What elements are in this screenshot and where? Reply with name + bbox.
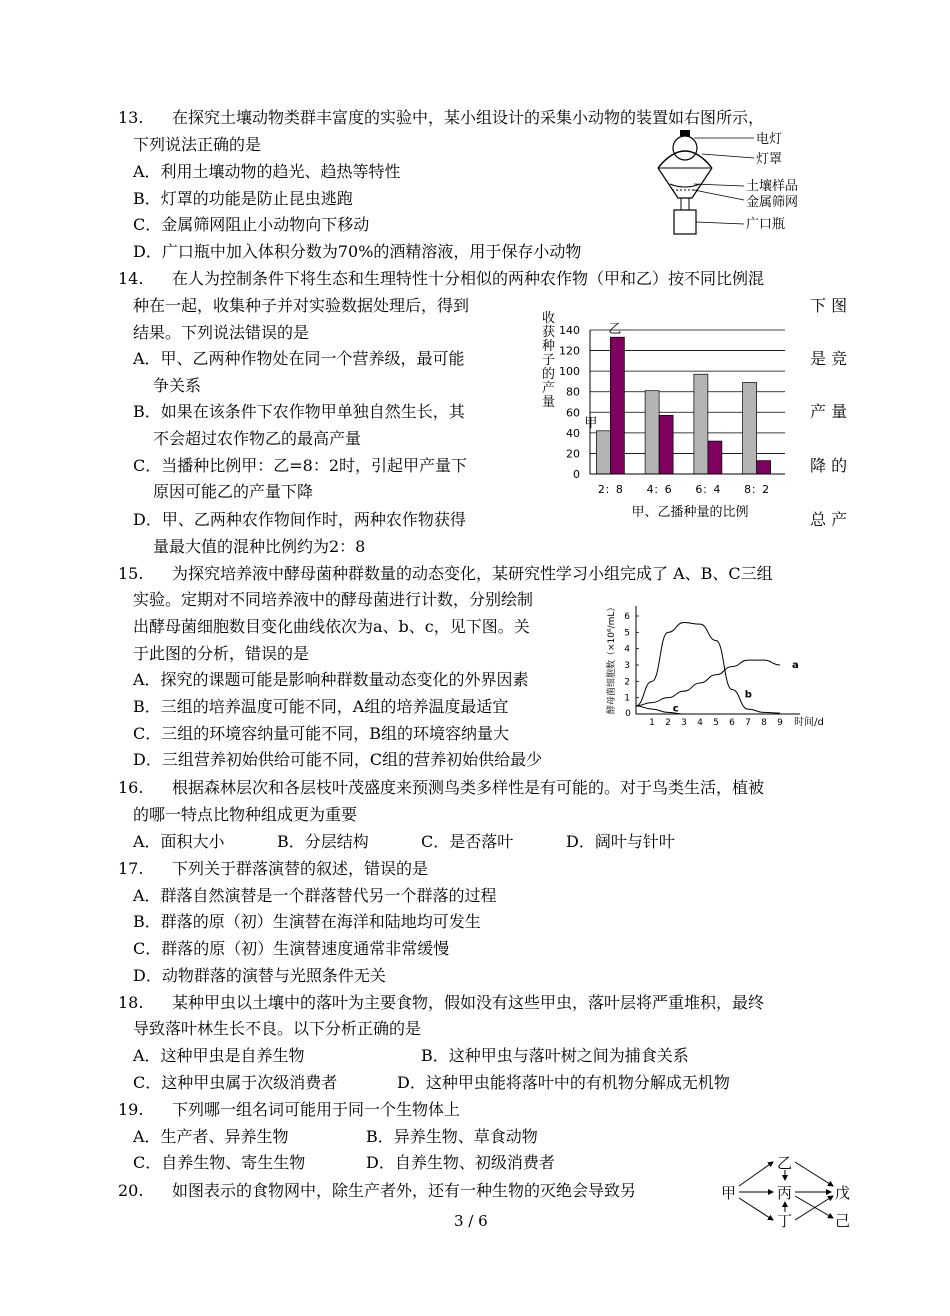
q14-option-b: B．如果在该条件下农作物甲单独自然生长，其: [133, 402, 465, 421]
bar-ylabel-char: 种: [542, 339, 556, 354]
q13-stem-line2: 下列说法正确的是: [133, 135, 262, 154]
q15-stem: 15. 为探究培养液中酵母菌种群数量的动态变化，某研究性学习小组完成了 A、B、C三组: [118, 564, 773, 583]
q14-option-d-right: 总 产: [810, 510, 848, 529]
line-ytick-label: 2: [624, 677, 630, 688]
food-web-ding: 丁: [777, 1212, 793, 1230]
q16-stem-line2: 的哪一特点比物种组成更为重要: [133, 805, 358, 824]
q14-option-c: C．当播种比例甲：乙=8：2时，引起甲产量下: [133, 456, 468, 475]
bar-ytick-label: 60: [566, 406, 580, 420]
lamp-cap: [680, 130, 690, 136]
bar-yi-3: [708, 441, 722, 474]
q19-stem: 19. 下列哪一组名词可能用于同一个生物体上: [118, 1100, 461, 1119]
q18-option-d: D．这种甲虫能将落叶中的有机物分解成无机物: [397, 1073, 730, 1092]
line-xtick-label: 6: [729, 718, 735, 728]
bar-chart-legend-yi: 乙: [608, 322, 622, 338]
bar-ylabel-char: 的: [542, 367, 556, 382]
bar-ylabel-char: 收: [542, 311, 556, 326]
line-chart-ylabel: [605, 603, 617, 714]
arrow-jia-ding: [739, 1198, 773, 1220]
q15-stem-line4: 于此图的分析，错误的是: [133, 644, 310, 663]
bar-chart-legend-jia: 甲: [584, 415, 598, 431]
q14-stem-line2-right: 下 图: [810, 296, 848, 315]
q15-option-b: B．三组的培养温度可能不同，A组的培养温度最适宜: [133, 697, 509, 716]
q17-option-d: D．动物群落的演替与光照条件无关: [133, 966, 386, 985]
bar-ytick-label: 120: [559, 344, 580, 358]
bar-ylabel-char: 产: [542, 381, 556, 396]
food-web-jia: 甲: [721, 1184, 737, 1202]
q17-option-c: C．群落的原（初）生演替速度通常非常缓慢: [133, 939, 450, 958]
line-xtick-label: 5: [713, 718, 719, 728]
bar-jia-2: [645, 391, 659, 474]
q16-stem: 16. 根据森林层次和各层枝叶茂盛度来预测鸟类多样性是有可能的。对于鸟类生活，植被: [118, 778, 765, 797]
bar-yi-2: [659, 415, 673, 474]
q14-option-d: D．甲、乙两种农作物间作时，两种农作物获得: [133, 510, 466, 529]
line-ytick-label: 1: [624, 693, 630, 704]
q17-option-a: A．群落自然演替是一个群落替代另一个群落的过程: [133, 886, 497, 905]
funnel: [658, 168, 712, 198]
line-xtick-label: 1: [649, 718, 655, 728]
line-ytick-label: 5: [624, 628, 630, 639]
line-xtick-label: 2: [665, 718, 671, 728]
curve-label-c: c: [672, 703, 679, 715]
q15-option-c: C．三组的环境容纳量可能不同，B组的环境容纳量大: [133, 724, 510, 743]
line-ytick-label: 6: [624, 612, 630, 622]
bar-chart-ylabel: [542, 310, 555, 410]
q17-option-b: B．群落的原（初）生演替在海洋和陆地均可发生: [133, 912, 481, 931]
line-xtick-label: 4: [697, 718, 703, 728]
line-xtick-label: 0: [625, 709, 631, 719]
food-web-yi: 乙: [777, 1154, 793, 1172]
bar-chart-xlabel: 甲、乙播种量的比例: [631, 505, 749, 520]
q14-option-a: A．甲、乙两种作物处在同一个营养级，最可能: [133, 349, 465, 368]
arrow-jia-yi: [739, 1162, 773, 1186]
bar-ytick-label: 100: [559, 365, 580, 379]
funnel-neck: [681, 198, 689, 210]
q16-option-a: A．面积大小: [133, 832, 225, 851]
q14-stem: 14. 在人为控制条件下将生态和生理特性十分相似的两种农作物（甲和乙）按不同比例混: [118, 269, 765, 288]
bar-ylabel-char: 量: [542, 395, 556, 410]
line-xtick-label: 7: [745, 718, 751, 728]
q14-option-b-cont: 不会超过农作物乙的最高产量: [153, 429, 362, 448]
q15-option-d: D．三组营养初始供给可能不同，C组的营养初始供给最少: [133, 750, 543, 769]
q14-option-d-cont: 量最大值的混种比例约为2：8: [153, 537, 366, 556]
q19-option-a: A．生产者、异养生物: [133, 1127, 289, 1146]
q20-stem: 20. 如图表示的食物网中，除生产者外，还有一种生物的灭绝会导致另: [118, 1181, 637, 1200]
q15-line-chart: [600, 596, 840, 734]
line-ytick-label: 4: [624, 644, 630, 655]
q14-option-a-right: 是 竞: [810, 349, 848, 368]
q14-bar-chart: [530, 292, 800, 522]
q18-option-b: B．这种甲虫与落叶树之间为捕食关系: [421, 1046, 689, 1065]
q13-option-d: D．广口瓶中加入体积分数为70%的酒精溶液，用于保存小动物: [133, 242, 582, 261]
q13-apparatus-figure: [650, 128, 820, 240]
q14-option-c-right: 降 的: [810, 456, 848, 475]
q18-stem-line2: 导致落叶林生长不良。以下分析正确的是: [133, 1019, 422, 1038]
bar-ylabel-char: 获: [542, 325, 556, 340]
bar-yi-1: [610, 337, 624, 474]
bar-ytick-label: 0: [573, 468, 580, 481]
jar-label: 广口瓶: [746, 217, 786, 232]
lampshade-label: 灯罩: [756, 152, 783, 167]
bar-yi-4: [757, 461, 771, 474]
food-web-ji: 己: [835, 1212, 851, 1230]
q13-option-c: C．金属筛网阻止小动物向下移动: [133, 215, 370, 234]
bar-jia-3: [694, 374, 708, 474]
bar-ylabel-char: 子: [542, 353, 556, 368]
page-number: 3 / 6: [454, 1212, 488, 1230]
bar-ytick-label: 40: [566, 426, 580, 440]
food-web-bing: 丙: [777, 1184, 793, 1202]
q15-stem-line3: 出酵母菌细胞数目变化曲线依次为a、b、c，见下图。关: [133, 617, 530, 636]
curve-a: [636, 660, 780, 706]
bar-xtick-label: 2：8: [597, 483, 623, 496]
bar-ytick-label: 80: [566, 385, 580, 399]
line-ytick-label: 3: [624, 661, 630, 671]
line-xtick-label: 8: [761, 718, 767, 728]
bar-jia-1: [596, 431, 610, 474]
q17-stem: 17. 下列关于群落演替的叙述，错误的是: [118, 859, 429, 878]
jar-body: [674, 210, 696, 234]
curve-b: [636, 623, 780, 714]
q18-option-a: A．这种甲虫是自养生物: [133, 1046, 305, 1065]
food-web-wu: 戊: [835, 1184, 851, 1202]
q19-option-c: C．自养生物、寄生生物: [133, 1153, 306, 1172]
q14-stem-line2: 种在一起，收集种子并对实验数据处理后，得到: [133, 296, 470, 315]
q16-option-b: B．分层结构: [277, 832, 369, 851]
lamp-bulb: [673, 136, 697, 160]
q20-food-web: [715, 1148, 865, 1232]
q14-option-b-right: 产 量: [810, 402, 848, 421]
q19-option-b: B．异养生物、草食动物: [366, 1127, 538, 1146]
bar-ytick-label: 20: [566, 447, 580, 461]
q15-option-a: A．探究的课题可能是影响种群数量动态变化的外界因素: [133, 670, 529, 689]
q15-stem-line2: 实验。定期对不同培养液中的酵母菌进行计数，分别绘制: [133, 590, 534, 609]
line-xtick-label: 9: [777, 718, 783, 728]
curve-label-a: a: [792, 660, 799, 671]
q19-option-d: D．自养生物、初级消费者: [366, 1153, 555, 1172]
q14-option-a-cont: 争关系: [153, 376, 202, 395]
arrow-yi-wu: [795, 1162, 833, 1186]
lamp-label: 电灯: [756, 132, 783, 147]
bar-xtick-label: 8：2: [744, 483, 770, 496]
line-ylabel-text: 酵母菌细胞数（×10⁶/mL）: [607, 602, 617, 714]
line-xtick-label: 3: [681, 718, 687, 728]
q16-option-d: D．阔叶与针叶: [566, 832, 675, 851]
bar-xtick-label: 6：4: [695, 483, 721, 496]
soil-sample-label: 土壤样品: [746, 179, 799, 194]
q13-stem: 13. 在探究土壤动物类群丰富度的实验中，某小组设计的采集小动物的装置如右图所示，: [118, 108, 765, 127]
q13-option-b: B．灯罩的功能是防止昆虫逃跑: [133, 189, 353, 208]
q13-option-a: A．利用土壤动物的趋光、趋热等特性: [133, 162, 401, 181]
q14-stem-line3: 结果。下列说法错误的是: [133, 323, 310, 342]
line-chart-xlabel: 时间/d: [794, 717, 824, 728]
q18-stem: 18. 某种甲虫以土壤中的落叶为主要食物，假如没有这些甲虫，落叶层将严重堆积，最终: [118, 993, 765, 1012]
q16-option-c: C．是否落叶: [421, 832, 514, 851]
bar-ytick-label: 140: [559, 324, 580, 337]
metal-mesh-label: 金属筛网: [746, 195, 799, 210]
q14-option-c-cont: 原因可能乙的产量下降: [153, 482, 314, 501]
curve-label-b: b: [744, 689, 752, 701]
bar-jia-4: [743, 382, 757, 474]
bar-xtick-label: 4：6: [646, 483, 672, 496]
q18-option-c: C．这种甲虫属于次级消费者: [133, 1073, 338, 1092]
